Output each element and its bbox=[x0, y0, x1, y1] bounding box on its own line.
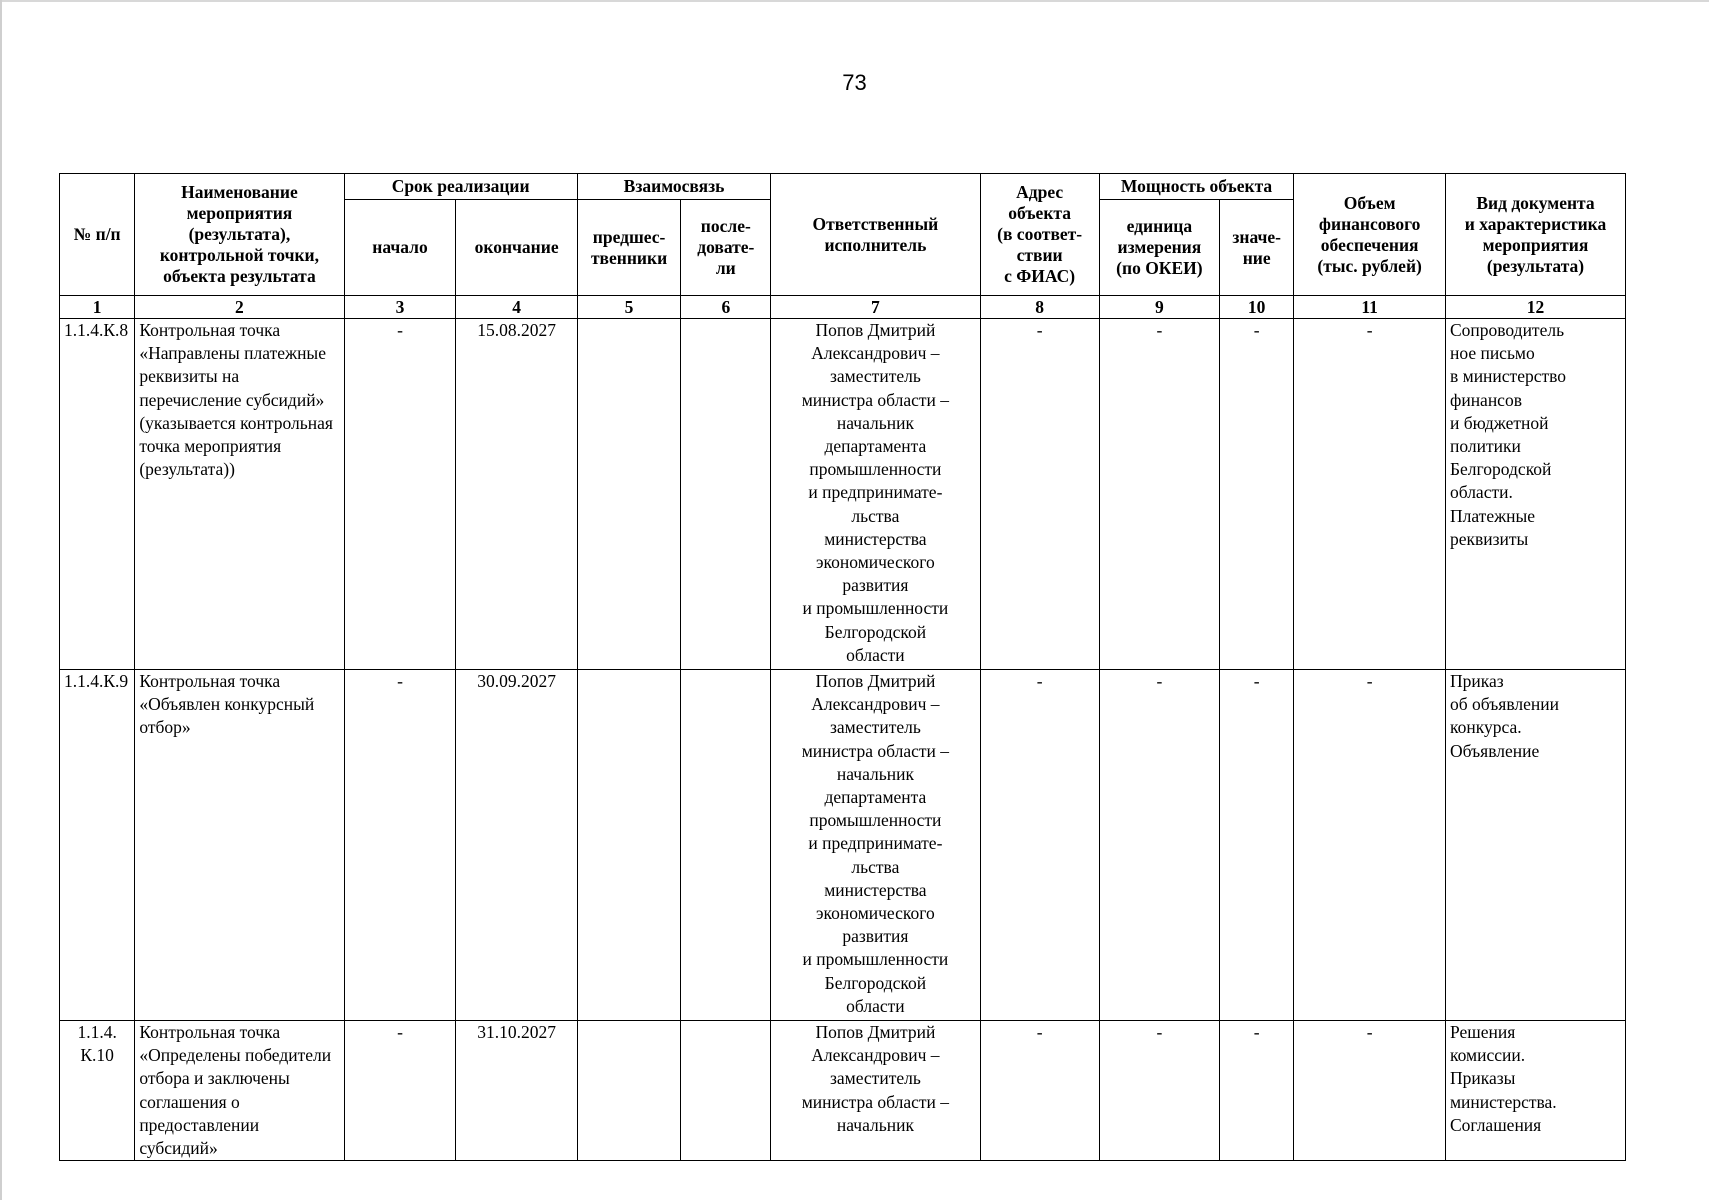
header-num: № п/п bbox=[60, 174, 135, 296]
column-number: 10 bbox=[1220, 296, 1294, 319]
header-relation-prev: предшес- твенники bbox=[577, 200, 681, 296]
header-funding: Объем финансового обеспечения (тыс. рублей) bbox=[1294, 174, 1446, 296]
event-name: Контрольная точка «Объявлен конкурсный отбор» bbox=[135, 670, 344, 1021]
column-number: 2 bbox=[135, 296, 344, 319]
header-relation: Взаимосвязь bbox=[577, 174, 771, 200]
column-number: 6 bbox=[681, 296, 771, 319]
end-date: 31.10.2027 bbox=[456, 1021, 577, 1161]
table-row bbox=[60, 670, 1626, 1021]
capacity-value: - bbox=[1220, 1021, 1294, 1161]
row-number: 1.1.4. К.10 bbox=[60, 1021, 135, 1161]
column-number: 4 bbox=[456, 296, 577, 319]
end-date: 30.09.2027 bbox=[456, 670, 577, 1021]
column-number: 12 bbox=[1445, 296, 1625, 319]
funding-volume: - bbox=[1294, 670, 1446, 1021]
capacity-value: - bbox=[1220, 319, 1294, 670]
header-capacity-value: значе- ние bbox=[1220, 200, 1294, 296]
object-address: - bbox=[980, 1021, 1099, 1161]
header-capacity-unit: единица измерения (по ОКЕИ) bbox=[1099, 200, 1219, 296]
header-address: Адрес объекта (в соответ- ствии с ФИАС) bbox=[980, 174, 1099, 296]
column-number: 11 bbox=[1294, 296, 1446, 319]
predecessors bbox=[577, 1021, 681, 1161]
header-doc-type: Вид документа и характеристика мероприятия (результата) bbox=[1445, 174, 1625, 296]
column-number: 9 bbox=[1099, 296, 1219, 319]
event-name: Контрольная точка «Направлены платежные реквизиты на перечисление субсидий» (указывается контрольная точка мероприятия (результата)) bbox=[135, 319, 344, 670]
column-number: 3 bbox=[344, 296, 456, 319]
column-number: 8 bbox=[980, 296, 1099, 319]
document-type: Сопроводитель ное письмо в министерство финансов и бюджетной политики Белгородской области. Платежные реквизиты bbox=[1445, 319, 1625, 670]
end-date: 15.08.2027 bbox=[456, 319, 577, 670]
scan-edge-left bbox=[0, 0, 2, 1200]
responsible-person: Попов Дмитрий Александрович – заместитель министра области – начальник департамента промышленности и предпринимате- льства министерства экономического развития и промышленности Белгородской области bbox=[771, 670, 980, 1021]
document-type: Решения комиссии. Приказы министерства. Соглашения bbox=[1445, 1021, 1625, 1161]
header-period-start: начало bbox=[344, 200, 456, 296]
start-date: - bbox=[344, 319, 456, 670]
scan-edge-top bbox=[0, 0, 1709, 2]
document-type: Приказ об объявлении конкурса. Объявление bbox=[1445, 670, 1625, 1021]
responsible-person: Попов Дмитрий Александрович – заместитель министра области – начальник bbox=[771, 1021, 980, 1161]
column-number: 5 bbox=[577, 296, 681, 319]
successors bbox=[681, 670, 771, 1021]
start-date: - bbox=[344, 670, 456, 1021]
row-number: 1.1.4.К.8 bbox=[60, 319, 135, 670]
column-number: 7 bbox=[771, 296, 980, 319]
capacity-value: - bbox=[1220, 670, 1294, 1021]
header-responsible: Ответственный исполнитель bbox=[771, 174, 980, 296]
capacity-unit: - bbox=[1099, 319, 1219, 670]
page-number: 73 bbox=[842, 70, 867, 95]
predecessors bbox=[577, 319, 681, 670]
event-name: Контрольная точка «Определены победители отбора и заключены соглашения о предоставлении субсидий» bbox=[135, 1021, 344, 1161]
header-period: Срок реализации bbox=[344, 174, 577, 200]
object-address: - bbox=[980, 319, 1099, 670]
header-name: Наименование мероприятия (результата), контрольной точки, объекта результата bbox=[135, 174, 344, 296]
funding-volume: - bbox=[1294, 1021, 1446, 1161]
table-row bbox=[60, 1021, 1626, 1161]
successors bbox=[681, 1021, 771, 1161]
header-row-top bbox=[60, 174, 1626, 200]
header-capacity: Мощность объекта bbox=[1099, 174, 1294, 200]
capacity-unit: - bbox=[1099, 1021, 1219, 1161]
row-number: 1.1.4.К.9 bbox=[60, 670, 135, 1021]
header-relation-next: после- довате- ли bbox=[681, 200, 771, 296]
predecessors bbox=[577, 670, 681, 1021]
implementation-plan-table bbox=[59, 173, 1626, 1161]
column-number: 1 bbox=[60, 296, 135, 319]
table-row bbox=[60, 319, 1626, 670]
funding-volume: - bbox=[1294, 319, 1446, 670]
column-numbers-row bbox=[60, 296, 1626, 319]
object-address: - bbox=[980, 670, 1099, 1021]
responsible-person: Попов Дмитрий Александрович – заместитель министра области – начальник департамента промышленности и предпринимате- льства министерства экономического развития и промышленности Белгородской области bbox=[771, 319, 980, 670]
successors bbox=[681, 319, 771, 670]
start-date: - bbox=[344, 1021, 456, 1161]
header-period-end: окончание bbox=[456, 200, 577, 296]
capacity-unit: - bbox=[1099, 670, 1219, 1021]
